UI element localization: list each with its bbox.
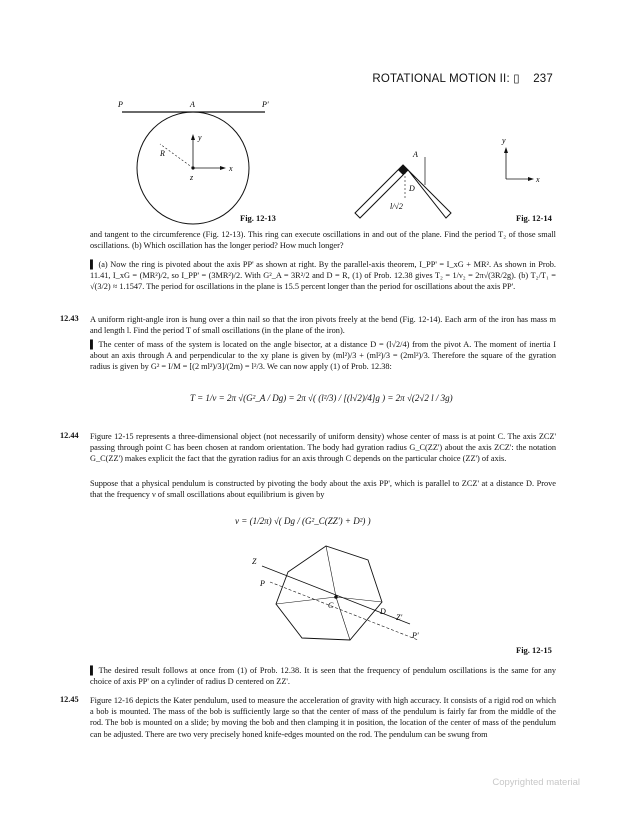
figure-12-15 — [240, 542, 430, 647]
paragraph-6: Suppose that a physical pendulum is constructed by pivoting the body about the axis PP', which is parallel to ZCZ' at a distance D. Prove that the frequency ν of small oscillations about equilibrium is given by — [90, 479, 556, 500]
fig15-label-d: D — [380, 607, 386, 616]
fig14-label-d: D — [409, 184, 415, 193]
fig14-label-x: x — [536, 175, 540, 184]
fig15-label-c: C — [328, 601, 334, 610]
header-glyph: ▯ — [513, 73, 520, 85]
fig15-label-z: Z — [252, 557, 257, 566]
fig13-caption: Fig. 12-13 — [240, 213, 276, 223]
fig14-caption: Fig. 12-14 — [516, 213, 552, 223]
equation-2: ν = (1/2π) √( Dg / (G²_C(ZZ') + D²) ) — [235, 516, 371, 526]
paragraph-1: and tangent to the circumference (Fig. 12-13). This ring can execute oscillations in and out of the plane. Find the period T₂ of those small oscillations. (b) Which oscillation has the longer period? How much longer? — [90, 230, 556, 251]
paragraph-4: ▌ The center of mass of the system is located on the angle bisector, at a distance D = (l√2/4) from the pivot A. The moment of inertia I about an axis through A and perpendicular to the xy plane is given by (ml²)/3 + (ml²)/3 = (2ml²)/3. Therefore the square of the gyration radius is given by G² = I/M = [(2 ml²)/3]/(2m) = l²/3. We can now apply (1) of Prob. 12.38: — [90, 340, 556, 372]
fig14-label-angle: l/√2 — [390, 202, 403, 211]
fig13-label-x: x — [229, 164, 233, 173]
fig15-label-zp: Z' — [396, 613, 403, 622]
fig14-label-a: A — [413, 150, 418, 159]
fig15-label-p: P — [260, 579, 265, 588]
paragraph-7: ▌ The desired result follows at once from (1) of Prob. 12.38. It is seen that the frequency of pendulum oscillations is the same for any choice of axis PP' on a cylinder of radius D centered on ZZ'. — [90, 666, 556, 687]
problem-number-12-44: 12.44 — [60, 431, 79, 440]
fig15-label-pp: P' — [412, 631, 419, 640]
fig15-caption: Fig. 12-15 — [516, 645, 552, 655]
paragraph-2: ▌ (a) Now the ring is pivoted about the axis PP' as shown at right. By the parallel-axis theorem, I_PP' = I_xG + MR². As shown in Prob. 11.41, I_xG = (MR²)/2, so I_PP' = (3MR²)/2. With G²_A = 3R²/2 and D = R, (1) of Prob. 12.38 gives T₂ = 1/ν₂ = 2π√(3R/2g). (b) T₂/T₁ = √(3/2) ≈ 1.1547. The period for oscillations in the plane is 15.5 percent longer than the period for oscillations about the axis PP'. — [90, 260, 556, 292]
problem-number-12-45: 12.45 — [60, 695, 79, 704]
fig13-label-r: R — [160, 149, 165, 158]
figure-12-14 — [330, 135, 550, 225]
fig13-label-p: P — [118, 100, 123, 109]
fig13-label-a: A — [190, 100, 195, 109]
header-title: ROTATIONAL MOTION II: — [372, 73, 510, 85]
fig13-label-pp: P' — [262, 100, 269, 109]
paragraph-8: Figure 12-16 depicts the Kater pendulum, used to measure the acceleration of gravity with high accuracy. It consists of a rigid rod on which a bob is mounted. The mass of the bob is sufficiently large so that the center of mass of the pendulum is fairly far from the middle of the rod. The bob is mounted on a slide; by moving the bob and then clamping it in position, the location of the center of mass of the pendulum can be adjusted. There are two very precisely honed knife-edges mounted on the rod. The pendulum can be swung from — [90, 696, 556, 739]
problem-number-12-43: 12.43 — [60, 314, 79, 323]
paragraph-3: A uniform right-angle iron is hung over a thin nail so that the iron pivots freely at the bend (Fig. 12-14). Each arm of the iron has mass m and length l. Find the period T of small oscillations (in the plane of the iron). — [90, 315, 556, 336]
paragraph-5: Figure 12-15 represents a three-dimensional object (not necessarily of uniform density) whose center of mass is at point C. The axis ZCZ' passing through point C has been chosen at random orientation. The body had gyration radius G_C(ZZ') about the axis ZCZ': the notation G_C(ZZ') makes explicit the fact that the gyration radius for an axis through C depends on the particular choice (ZZ') of axis. — [90, 432, 556, 464]
fig13-label-y: y — [198, 133, 202, 142]
fig14-label-y: y — [502, 136, 506, 145]
copyright-footer: Copyrighted material — [492, 777, 580, 788]
running-header — [0, 71, 553, 85]
page-number: 237 — [533, 73, 553, 85]
fig13-label-z: z — [190, 173, 194, 182]
equation-1: T = 1/ν = 2π √(G²_A / Dg) = 2π √( (l²/3) / [(l√2)/4]g ) = 2π √(2√2 l / 3g) — [190, 393, 453, 403]
